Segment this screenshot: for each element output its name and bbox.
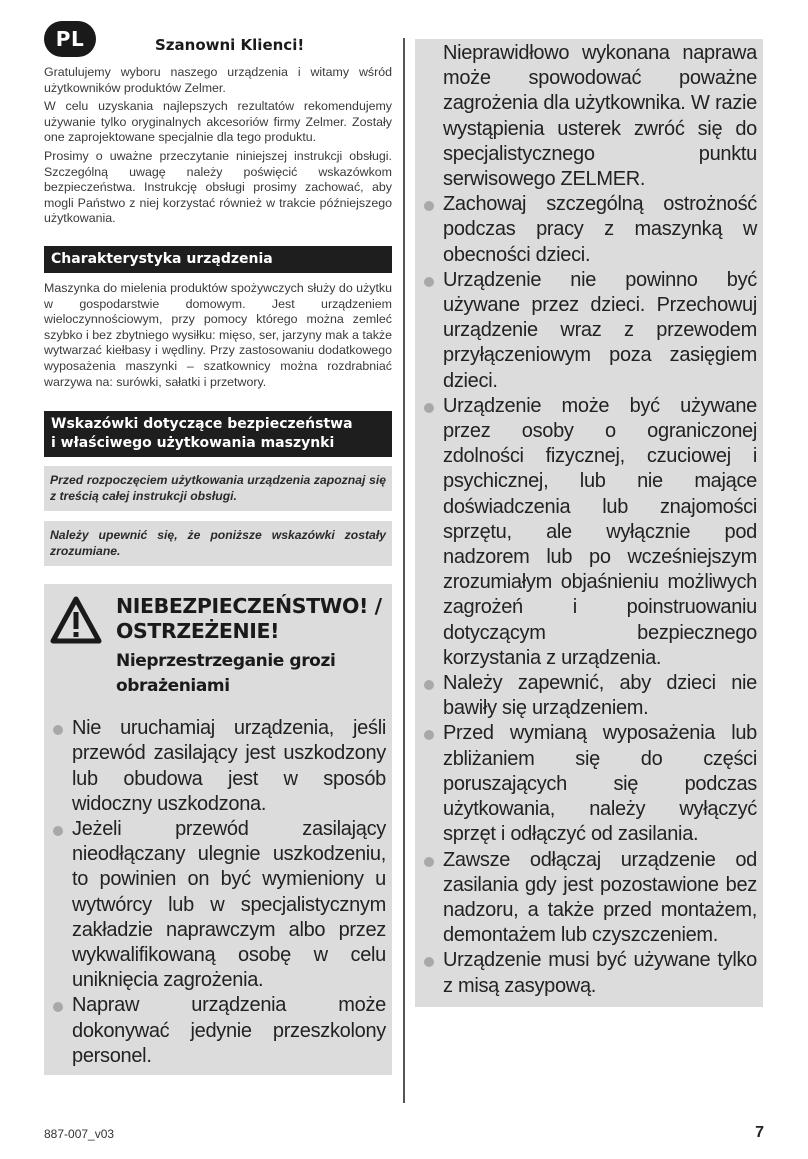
greeting-heading: Szanowni Klienci! — [155, 36, 305, 54]
list-item: Przed wymianą wyposażenia lub zbliżaniem się do części poruszających się podczas użytkowania, należy wyłączyć sprzęt i odłączyć od zasilania. — [421, 721, 757, 847]
list-item: Urządzenie musi być używane tylko z misą zasypową. — [421, 948, 757, 998]
left-column — [44, 65, 392, 1075]
safety-header — [44, 411, 392, 457]
list-item: Należy zapewnić, aby dzieci nie bawiły się urządzeniem. — [421, 671, 757, 721]
list-item: Napraw urządzenia może dokonywać jedynie przeszkolony personel. — [50, 993, 386, 1069]
warning-title: NIEBEZPIECZEŃSTWO! / OSTRZEŻENIE! — [116, 594, 382, 644]
repair-continuation: Nieprawidłowo wykonana naprawa może spowodować poważne zagrożenia dla użytkownika. W razie wystąpienia usterek zwróć się do specjalistycznego punktu serwisowego ZELMER. — [443, 42, 757, 191]
warning-triangle-icon — [50, 596, 102, 644]
safety-header-line1: Wskazówki dotyczące bezpieczeństwa — [51, 416, 353, 433]
warning-heading — [50, 594, 386, 699]
list-item: Zawsze odłączaj urządzenie od zasilania gdy jest pozostawione bez nadzoru, a także przed montażem, demontażem lub czyszczeniem. — [421, 848, 757, 949]
safety-header-line2: i właściwego użytkowania maszynki — [51, 435, 335, 452]
list-item: Jeżeli przewód zasilający nieodłączany ulegnie uszkodzeniu, to powinien on być wymieniony u wytwórcy lub w specjalistycznym zakładzie naprawczym albo przez wykwalifikowaną osobę w celu uniknięcia zagrożenia. — [50, 817, 386, 993]
list-item: Urządzenie może być używane przez osoby o ograniczonej zdolności fizycznej, czuciowej i psychicznej, lub nie mające doświadczenia lub znajomości sprzętu, ale wyłącznie pod nadzorem lub po wcześniejszym zrozumiałym objaśnieniu możliwych zagrożeń i poinstruowaniu dotyczącym bezpiecznego korzystania z urządzenia. — [421, 394, 757, 671]
read-manual-notice: Przed rozpoczęciem użytkowania urządzenia zapoznaj się z treścią całej instrukcji obsługi. — [44, 466, 392, 511]
list-item: Zachowaj szczególną ostrożność podczas pracy z maszynką w obecności dzieci. — [421, 192, 757, 268]
intro-paragraph: Prosimy o uważne przeczytanie niniejszej instrukcji obsługi. Szczególną uwagę należy poświęcić wskazówkom bezpieczeństwa. Instrukcję obsługi prosimy zachować, aby mogli Państwo z niej korzystać również w trakcie późniejszego użytkowania. — [44, 148, 392, 226]
warning-list — [50, 716, 386, 1069]
list-item: Urządzenie nie powinno być używane przez dzieci. Przechowuj urządzenie wraz z przewodem przyłączeniowym poza zasięgiem dzieci. — [421, 268, 757, 394]
understand-notice: Należy upewnić się, że poniższe wskazówki zostały zrozumiane. — [44, 521, 392, 566]
intro-paragraph: Gratulujemy wyboru naszego urządzenia i witamy wśród użytkowników produktów Zelmer. — [44, 65, 392, 95]
safety-list — [421, 192, 757, 999]
page-number: 7 — [755, 1124, 764, 1141]
document-code: 887-007_v03 — [44, 1127, 115, 1141]
warning-subtitle: Nieprzestrzeganie grozi obrażeniami — [116, 651, 336, 697]
list-item: Nie uruchamiaj urządzenia, jeśli przewód zasilający jest uszkodzony lub obudowa jest w sposób widoczny uszkodzona. — [50, 716, 386, 817]
characteristics-header — [44, 246, 392, 273]
intro-section — [44, 65, 392, 227]
warning-box — [44, 584, 392, 1075]
column-divider — [403, 38, 405, 1103]
intro-paragraph: W celu uzyskania najlepszych rezultatów rekomendujemy używanie tylko oryginalnych akcesoriów firmy Zelmer. Zostały one zaprojektowane specjalnie dla tego produktu. — [44, 99, 392, 145]
right-column-box — [415, 39, 763, 1007]
characteristics-text: Maszynka do mielenia produktów spożywczych służy do użytku w gospodarstwie domowym. Jest urządzeniem wieloczynnościowym, przy pomocy którego można zemleć szybko i bez zbytniego wysiłku: mięso, ser, jarzyny mak a także wytwarzać kiełbasy i wędliny. Przy zastosowaniu dodatkowego wyposażenia maszynki – szatkownicy można rozdrabniać warzywa na: surówki, sałatki i przetwory. — [44, 280, 392, 389]
language-badge: PL — [44, 21, 96, 57]
characteristics-header-text: Charakterystyka urządzenia — [51, 250, 273, 267]
